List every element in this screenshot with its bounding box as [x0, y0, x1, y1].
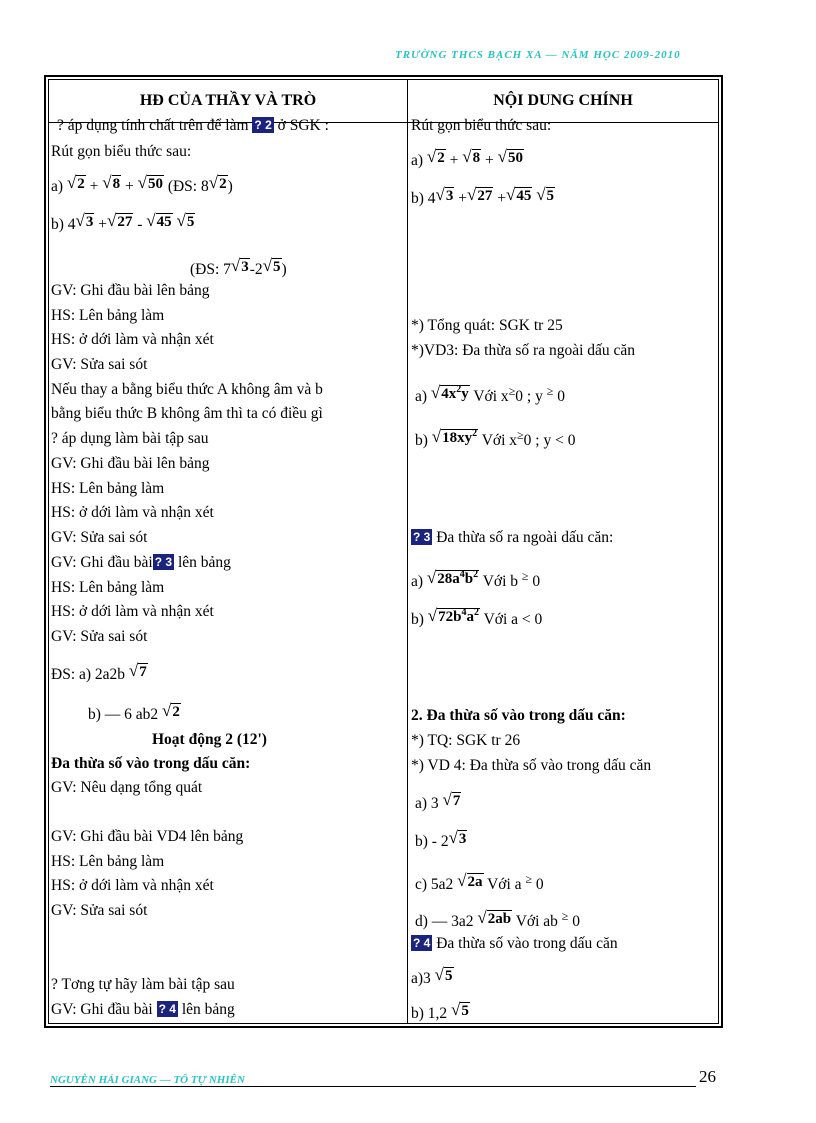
- left-line: GV: Ghi đầu bài ? 3 lên bảng: [51, 554, 231, 571]
- right-line: b) 1,2 √5: [411, 1000, 469, 1022]
- left-line: ĐS: a) 2a2b √7: [51, 661, 147, 683]
- left-line: Nếu thay a bằng biểu thức A không âm và b: [51, 381, 323, 398]
- right-line: b) $√72b^4a^2$ Với a < 0: [411, 606, 543, 628]
- left-line: GV: Sửa sai sót: [51, 356, 148, 373]
- left-line: GV: Ghi đầu bài lên bảng: [51, 455, 210, 472]
- right-line: b) 4√3 +√27 +√45 √5: [411, 185, 555, 207]
- question-badge: ? 4: [158, 1002, 176, 1016]
- footer-rule: [50, 1086, 696, 1087]
- left-line: GV: Sửa sai sót: [51, 529, 148, 546]
- left-line: HS: ở dới làm và nhận xét: [51, 504, 214, 521]
- left-line: GV: Ghi đầu bài ? 4 lên bảng: [51, 1001, 235, 1018]
- right-line: b) - 2√3: [415, 828, 467, 850]
- question-badge: ? 3: [154, 555, 173, 569]
- left-line: HS: ở dới làm và nhận xét: [51, 877, 214, 894]
- footer-author: NGUYỄN HẢI GIANG — TỔ TỰ NHIÊN: [50, 1074, 245, 1086]
- section-heading: Đa thừa số vào trong dấu căn:: [51, 755, 251, 772]
- right-line: a)3 √5: [411, 965, 453, 987]
- right-line: a) √2 + √8 + √50: [411, 147, 523, 169]
- left-line: GV: Sửa sai sót: [51, 628, 148, 645]
- left-line: HS: ở dới làm và nhận xét: [51, 603, 214, 620]
- left-line: a) √2 + √8 + √50 (ĐS: 8√2): [51, 173, 233, 195]
- right-line: a) $√28a^4b^2$ Với b ≥ 0: [411, 568, 541, 590]
- right-line: ? 4 Đa thừa số vào trong dấu căn: [413, 935, 618, 952]
- left-line: b) — 6 ab2 √2: [88, 701, 180, 723]
- left-line: (ĐS: 7√3-2√5): [190, 256, 287, 278]
- right-line: c) 5a2 √2a Với a ≥ 0: [415, 871, 544, 893]
- right-line: *) TQ: SGK tr 26: [411, 732, 521, 749]
- activity-heading: Hoạt động 2 (12'): [152, 731, 267, 748]
- right-line: *)VD3: Đa thừa số ra ngoài dấu căn: [411, 342, 636, 359]
- column-divider: [407, 80, 408, 1023]
- right-line: d) — 3a2 √2ab Với ab ≥ 0: [415, 908, 580, 930]
- right-line: ? 3 Đa thừa số ra ngoài dấu căn:: [413, 529, 614, 546]
- left-line: GV: Sửa sai sót: [51, 902, 148, 919]
- left-line: HS: Lên bảng làm: [51, 307, 165, 324]
- left-line: Rút gọn biểu thức sau:: [51, 143, 192, 160]
- col-left-title: HĐ CỦA THẦY VÀ TRÒ: [139, 92, 317, 109]
- right-line: b) $√18xy^2$ Với x≥0 ; y < 0: [415, 427, 576, 449]
- left-line: HS: Lên bảng làm: [51, 853, 165, 870]
- section-heading: 2. Đa thừa số vào trong dấu căn:: [411, 707, 626, 724]
- left-line: ? áp dụng làm bài tập sau: [51, 430, 209, 447]
- left-line: HS: Lên bảng làm: [51, 480, 165, 497]
- school-header: TRƯỜNG THCS BẠCH XA — NĂM HỌC 2009-2010: [395, 49, 681, 61]
- question-badge: ? 2: [254, 118, 272, 132]
- question-badge: ? 4: [413, 936, 431, 950]
- left-line: HS: Lên bảng làm: [51, 579, 165, 596]
- col-right-title: NỘI DUNG CHÍNH: [493, 92, 633, 109]
- right-line: a) 3 √7: [415, 790, 461, 812]
- right-line: *) VD 4: Đa thừa số vào trong dấu căn: [411, 757, 652, 774]
- right-line: *) Tổng quát: SGK tr 25: [411, 317, 563, 334]
- right-line: a) $√4x^2y$ Với x≥0 ; y ≥ 0: [415, 383, 565, 405]
- right-line: Rút gọn biểu thức sau:: [411, 117, 552, 134]
- left-line: b) 4√3 +√27 - √45 √5: [51, 211, 195, 233]
- left-line: HS: ở dới làm và nhận xét: [51, 331, 214, 348]
- question-badge: ? 3: [413, 530, 431, 544]
- left-line: GV: Nêu dạng tổng quát: [51, 779, 203, 796]
- left-line: bằng biểu thức B không âm thì ta có điều gì: [51, 405, 323, 422]
- left-line: ? áp dụng tính chất trên để làm ? 2 ở SGK :: [57, 117, 329, 134]
- left-line: ? Tơng tự hãy làm bài tập sau: [51, 976, 235, 993]
- page-number: 26: [699, 1067, 716, 1086]
- left-line: GV: Ghi đầu bài lên bảng: [51, 282, 210, 299]
- left-line: GV: Ghi đầu bài VD4 lên bảng: [51, 828, 244, 845]
